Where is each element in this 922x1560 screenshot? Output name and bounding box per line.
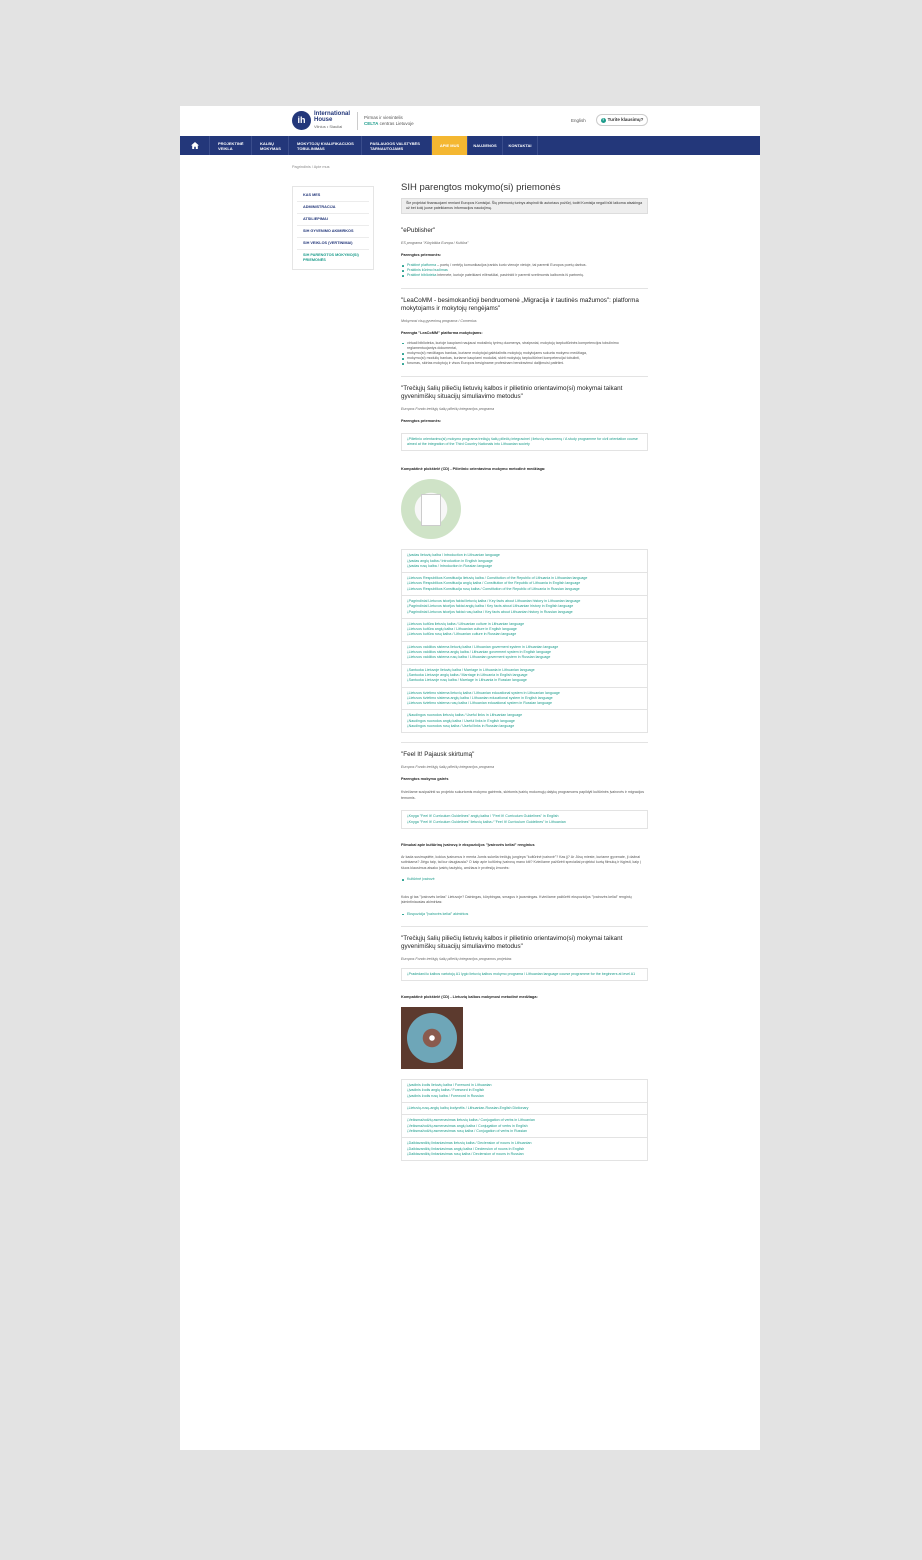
section-title: "Trečiųjų šalių piliečių lietuvių kalbos ir pilietinio orientavimo(si) mokymai taikant gyvenimiškų situacijų simuliavimo metodus" bbox=[401, 384, 623, 400]
film-link[interactable]: Ekspozicija "Įvairovės keliai" akimirkos bbox=[407, 911, 469, 916]
download-link[interactable]: ⤓ Daiktavardžių linksniavimas lietuvių kalba / Declension of nouns in Lithuanian bbox=[407, 1141, 642, 1146]
logo-icon[interactable]: ih bbox=[292, 111, 311, 130]
download-groups bbox=[401, 1079, 648, 1161]
nav-item-language-courses[interactable]: KALBŲ MOKYMAS bbox=[252, 136, 289, 155]
download-link[interactable]: ⤓ Pagrindiniai Lietuvos istorijos faktai rusų kalba / Key facts about Lithuanian history in Russian language bbox=[407, 610, 642, 615]
home-icon[interactable] bbox=[180, 136, 210, 155]
download-link[interactable]: ⤓ Lietuvos kultūra rusų kalba / Lithuanian culture in Russian language bbox=[407, 632, 642, 637]
download-link[interactable]: ⤓ Pilietinio orientavimo(si) mokymo programa trečiųjų šalių piliečių integracinei į lietuvių visuomenę / A study programme for civil orientation course aimed at the integration of the Third Country Nationals into Lithuanian society bbox=[407, 437, 642, 448]
list-item: virtuali biblioteka, kurioje kaupiami naujausi mokslinių tyrimų duomenys, straipsniai, mokytojų tarpkultūrinės kompetencijos tobulinimo reglamentuojantys dokumentai, bbox=[401, 341, 648, 351]
logo-text[interactable] bbox=[314, 111, 350, 123]
divider bbox=[401, 288, 648, 289]
sidebar-item-evaluations[interactable]: SIH VEIKLOS (VERTINIMAI) bbox=[297, 238, 369, 250]
download-group bbox=[401, 642, 648, 665]
download-link[interactable]: ⤓ Veiksmažodžių asmenavimas anglų kalba / Conjugation of verbs in English bbox=[407, 1124, 642, 1129]
download-link[interactable]: ⤓ Veiksmažodžių asmenavimas rusų kalba / Conjugation of verbs in Russian bbox=[407, 1129, 642, 1134]
section-label: Parengtos priemonės: bbox=[401, 253, 442, 257]
download-box bbox=[401, 810, 648, 829]
language-link[interactable]: English bbox=[571, 118, 586, 123]
download-group bbox=[401, 1115, 648, 1138]
list-item bbox=[401, 273, 648, 278]
page bbox=[180, 106, 760, 1450]
download-link[interactable]: ⤓ Santuoka Lietuvoje rusų kalba / Marriage in Lithuania in Russian language bbox=[407, 678, 642, 683]
material-link[interactable]: Praktinė platforma bbox=[407, 263, 437, 267]
download-group bbox=[401, 665, 648, 688]
road-text: Koks gi tas "Įvairovės kelias" Lietuvoje? Dainingas, kūrybingas, smagus ir jausmingas. Kviečiame pažiūrėti ekspozicijos "Įvairovės keliai" renginių įsimintiniausias akimirkas: bbox=[401, 894, 632, 905]
materials-list bbox=[401, 263, 648, 279]
nav-item-contacts[interactable]: KONTAKTAI bbox=[503, 136, 538, 155]
tagline-2 bbox=[364, 121, 414, 126]
section-title: "ePublisher" bbox=[401, 227, 436, 234]
section-title: "LeaCoMM - besimokančioji bendruomenė „Migracija ir tautinės mažumos": platforma mokytojams ir mokytojų rengėjams" bbox=[401, 296, 639, 312]
download-link[interactable]: ⤓ Naudingos nuorodos anglų kalba / Useful links in English language bbox=[407, 719, 642, 724]
section-label: Parengtos priemonės: bbox=[401, 418, 442, 423]
section-title: "Trečiųjų šalių piliečių lietuvių kalbos ir pilietinio orientavimo(si) mokymai taikant gyvenimiškų situacijų simuliavimo metodus" bbox=[401, 934, 623, 950]
section-label: Parengta "LeaCoMM" platforma mokytojams: bbox=[401, 330, 483, 335]
download-link[interactable]: ⤓ Lietuvos švietimo sistema anglų kalba / Lithuanian educational system in English language bbox=[407, 696, 642, 701]
download-link[interactable]: ⤓ Lietuvių-rusų-anglų kalbų žodynėlis / Lithuanian-Russian-English Dictionary bbox=[407, 1106, 642, 1111]
download-group bbox=[401, 710, 648, 733]
download-group bbox=[401, 619, 648, 642]
download-link[interactable]: ⤓ Lietuvos Respublikos Konstitucija rusų kalba / Constitution of the Republic of Lithuania in Russian language bbox=[407, 587, 642, 592]
logo-sub: Vilnius • Siauliai bbox=[314, 124, 343, 129]
download-group bbox=[401, 596, 648, 619]
download-link[interactable]: ⤓ Pagrindiniai Lietuvos istorijos faktai anglų kalba / Key facts about Lithuanian history in English language bbox=[407, 604, 642, 609]
nav-item-about[interactable]: APIE MUS bbox=[432, 136, 468, 155]
divider bbox=[401, 742, 648, 743]
download-link[interactable]: ⤓ Santuoka Lietuvoje lietuvių kalba / Marriage in Lithuania in Lithuanian language bbox=[407, 668, 642, 673]
download-group bbox=[401, 1138, 648, 1161]
divider bbox=[401, 926, 648, 927]
download-link[interactable]: ⤓ Įvadinis žodis rusų kalba / Foreword in Russian bbox=[407, 1094, 642, 1099]
sidebar-item-testimonials[interactable]: ATSILIEPIMAI bbox=[297, 214, 369, 226]
cd-label: Kompaktinė plokštelė (CD) - Lietuvių kalbos mokymosi metodinė medžiaga: bbox=[401, 995, 538, 1000]
film-link[interactable]: Kultūrinė įvairovė bbox=[407, 877, 435, 882]
download-link[interactable]: ⤓ Naudingos nuorodos rusų kalba / Useful links in Russian language bbox=[407, 724, 642, 729]
nav-item-projects[interactable]: PROJEKTINĖ VEIKLA bbox=[210, 136, 252, 155]
download-link[interactable]: ⤓ Daiktavardžių linksniavimas anglų kalba / Declension of nouns in English bbox=[407, 1147, 642, 1152]
ask-label: Turite klausimų? bbox=[607, 117, 644, 122]
sidebar-item-administration[interactable]: ADMINISTRACIJA bbox=[297, 202, 369, 214]
download-link[interactable]: ⤓ Pagrindiniai Lietuvos istorijos faktai lietuvių kalba / Key facts about Lithuanian history in Lithuanian language bbox=[407, 599, 642, 604]
sidebar-item-materials[interactable]: SIH PARENGTOS MOKYMO(SI) PRIEMONĖS bbox=[303, 253, 359, 262]
films-text: Ar kada susimąstėte, kokius įvairumus ir menta Jumis sukelia trečiųjų jungieya "kultūrinė įvairovė"? Kas jį? Ar Jūsų mieste, kuriame gyvenate, ji dažnai sutinkama? Jiėgu taip, tai kur daugiausia? O kaip apie kultūrinę įvairovę mano kiti? Kviečiame pažiūrėti specialiai projektui kurtą filmuką ir išgirsti, kaip į šiuos klausimus atsako įvairių tautybių, amžiaus ir profesijų žmonės: bbox=[401, 854, 641, 870]
download-link[interactable]: ⤓ Pradedančiu kalbos vartotojų A1 lygio lietuvių kalbos mokymo programa / Lithuanian language course programme for the beginners at level A1 bbox=[407, 972, 642, 977]
divider bbox=[357, 112, 358, 130]
nav-item-civil-servants[interactable]: PASLAUGOS VALSTYBĖS TARNAUTOJAMS bbox=[362, 136, 432, 155]
download-link[interactable]: ⤓ Lietuvos kultūra lietuvių kalba / Lithuanian culture in Lithuanian language bbox=[407, 622, 642, 627]
download-link[interactable]: ⤓ Įvadas lietuvių kalba / Introduction in Lithuanian language bbox=[407, 553, 642, 558]
tagline: Pirmas ir vienintelis bbox=[364, 115, 403, 120]
cd-label: Kompaktinė plokštelė (CD) - Pilietinio orientavimo mokymo metodinė medžiaga: bbox=[401, 467, 546, 472]
road-list bbox=[401, 912, 648, 917]
intro-text: Kviečiame susipažinti su projekto sukurtomis mokymo gairėmis, skirtomis įvairių mokomųjų dalykų programoms papildyti kultūrinės įvairovės ir migracijos temomis. bbox=[401, 790, 645, 800]
download-link[interactable]: ⤓ Lietuvos kultūra anglų kalba / Lithuanian culture in English language bbox=[407, 627, 642, 632]
download-link[interactable]: ⤓ Lietuvos Respublikos Konstitucija lietuvių kalba / Constitution of the Republic of Lithuania in Lithuanian language bbox=[407, 576, 642, 581]
nav-item-news[interactable]: NAUJIENOS bbox=[468, 136, 503, 155]
list-item: forumas, skirtas mokytojų ir visos Europos besiginame profesinam bendravimui dalijimuisi patirtimi. bbox=[401, 361, 648, 366]
list-item: mokymo(si) modulių bankas, kuriame kaupiami moduliai, skirti mokytojų tarpkultūrinei kompetencijai tobulinti, bbox=[401, 356, 648, 361]
item-text: – poetų / vertėjų komunikacijos įrankis kurio vienoje vietoje, tai paremti Europos poetų darbus. bbox=[436, 263, 587, 267]
section-title: "Feel It! Pajausk skirtumą" bbox=[401, 751, 475, 759]
films-list bbox=[401, 877, 648, 882]
download-link[interactable]: ⤓ Veiksmažodžių asmenavimas lietuvių kalba / Conjugation of verbs in Lithuanian bbox=[407, 1118, 642, 1123]
tagline-accent: CELTA bbox=[364, 121, 379, 126]
download-link[interactable]: ⤓ Daiktavardžių linksniavimas rusų kalba / Declension of nouns in Russian bbox=[407, 1152, 642, 1157]
material-link[interactable]: Praktinė biblioteka bbox=[407, 273, 437, 278]
program-name: ES programa "Kūrybiška Europa / Kultūra" bbox=[401, 241, 469, 245]
download-link[interactable]: ⤓ Lietuvos švietimo sistema rusų kalba / Lithuanian educational system in Russian language bbox=[407, 701, 642, 706]
sidebar-item-about-us[interactable]: KAS MES bbox=[297, 190, 369, 202]
download-group bbox=[401, 1079, 648, 1103]
ask-question-button[interactable] bbox=[596, 114, 648, 126]
list-item bbox=[401, 912, 648, 917]
main-content bbox=[401, 182, 648, 1161]
list-item: mokymo(si) medžiagos bankas, kuriame mokytojai galėdalintis mokytojų mokytojams sukurta mokymo medžiaga, bbox=[401, 351, 648, 356]
item-text: internete, kurioje pateikiami eilėraščiai, pasirinkti ir paremti svetimomis kalbomis iš partnerių. bbox=[436, 273, 585, 278]
breadcrumb[interactable]: Pagrindinis / Apie mus bbox=[292, 165, 330, 169]
download-link[interactable]: ⤓ Lietuvos Respublikos Konstitucija anglų kalba / Constitution of the Republic of Lithuania in English language bbox=[407, 581, 642, 586]
cd-cover-image bbox=[401, 1007, 463, 1069]
program-name: Europos Fondo trečiųjų šalių piliečių integracijos programa bbox=[401, 406, 495, 411]
tagline-rest: centras Lietuvoje bbox=[379, 121, 414, 126]
download-group bbox=[401, 688, 648, 711]
cd-image bbox=[401, 479, 461, 539]
download-group bbox=[401, 1103, 648, 1115]
download-group bbox=[401, 549, 648, 573]
program-name: Europos Fondo trečiųjų šalių piliečių integracijos programos projektas bbox=[401, 956, 512, 961]
header bbox=[180, 106, 760, 136]
sidebar-item-moments[interactable]: SIH GYVENIMO AKIMIRKOS bbox=[297, 226, 369, 238]
download-link[interactable]: ⤓ Lietuvos švietimo sistema lietuvių kalba / Lithuanian educational system in Lithuanian language bbox=[407, 691, 642, 696]
funding-notice: Šie projektai finansuojami remiant Europos Komisijai. Šių priemonių turinys atspindi tik autoriaus požiūrį, todėl Komisija negali būti laikoma atsakinga už bet kokį juose pateikiamos informacijos naudojimą. bbox=[401, 198, 648, 214]
section-label: Parengtos mokymo gairės bbox=[401, 777, 449, 782]
download-box bbox=[401, 968, 648, 981]
program-name: Europos Fondo trečiųjų šalių piliečių integracijos programa bbox=[401, 765, 495, 770]
platform-list bbox=[401, 341, 648, 367]
download-link[interactable]: ⤓ Lietuvos valdžios sistema rusų kalba / Lithuanian goverment system in Russian language bbox=[407, 655, 642, 660]
download-link[interactable]: ⤓ Įvadinis žodis lietuvių kalba / Foreword in Lithuanian bbox=[407, 1083, 642, 1088]
download-link[interactable]: ⤓ Įvadas rusų kalba / Introduction in Russian language bbox=[407, 564, 642, 569]
main-nav bbox=[180, 136, 760, 155]
download-link[interactable]: ⤓ Lietuvos valdžios sistema anglų kalba / Lithuanian goverment system in English language bbox=[407, 650, 642, 655]
page-title: SIH parengtos mokymo(si) priemonės bbox=[401, 182, 561, 193]
divider bbox=[401, 376, 648, 377]
download-group bbox=[401, 573, 648, 596]
logo-line1: International bbox=[314, 111, 351, 117]
download-link[interactable]: ⤓ Santuoka Lietuvoje anglų kalba / Marriage in Lithuania in English language bbox=[407, 673, 642, 678]
list-item bbox=[401, 877, 648, 882]
sidebar bbox=[292, 186, 374, 270]
logo-line2: House bbox=[314, 117, 333, 123]
download-link[interactable]: ⤓ Įvadas anglų kalba / Introduction in English language bbox=[407, 559, 642, 564]
download-link[interactable]: ⤓ Įvadinis žodis anglų kalba / Foreword in English bbox=[407, 1088, 642, 1093]
download-link[interactable]: ⤓ Naudingos nuorodos lietuvių kalba / Useful links in Lithuanian language bbox=[407, 713, 642, 718]
nav-item-teacher-training[interactable]: MOKYTOJŲ KVALIFIKACIJOS TOBULINIMAS bbox=[289, 136, 362, 155]
download-link[interactable]: ⤓ Knyga "Feel It! Curriculum Guidelines" anglų kalba / "Feel It! Curriculum Guidelines" in English bbox=[407, 814, 642, 819]
download-link[interactable]: ⤓ Lietuvos valdžios sistema lietuvių kalba / Lithuanian goverment system in Lithuanian language bbox=[407, 645, 642, 650]
download-link[interactable]: ⤓ Knyga "Feel It! Curriculum Guidelines" lietuvių kalba / "Feel It! Curriculum Guidelines" in Lithuanian bbox=[407, 820, 642, 825]
question-icon: ? bbox=[602, 118, 605, 122]
program-name: Mokymosi visą gyvenimą programa / Comenius bbox=[401, 318, 477, 323]
films-label: Filmukai apie kultūrinę įvairovę ir ekspozicijos "Įvairovės keliai" renginius bbox=[401, 842, 535, 847]
download-groups bbox=[401, 549, 648, 733]
material-link[interactable]: Praktinis kūrimo buclimas bbox=[407, 268, 448, 273]
download-box bbox=[401, 433, 648, 452]
